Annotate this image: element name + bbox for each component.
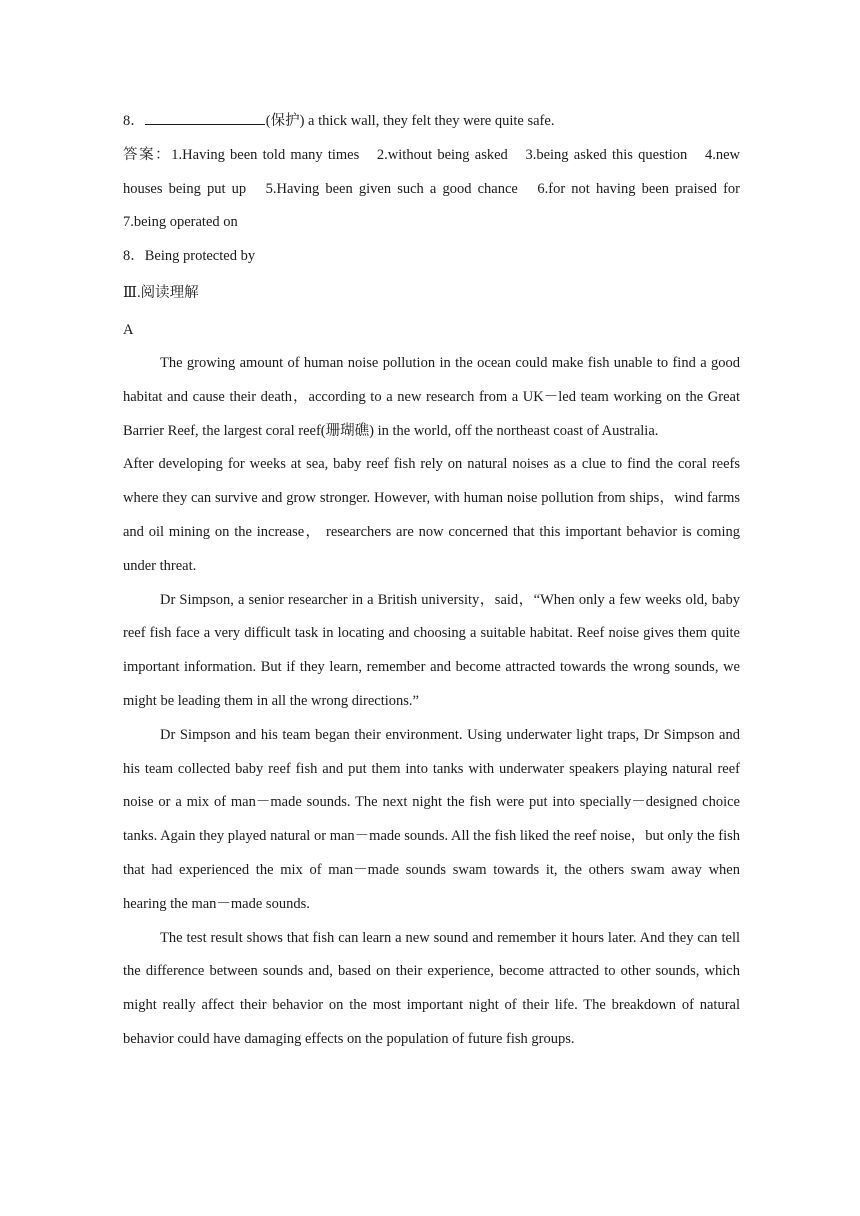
passage-paragraph-5: The test result shows that fish can learn a new sound and remember it hours later. And they can tell the difference between sounds and, based on their experience, become attracted to other sounds, which might really affect their behavior on the most important night of their life. The breakdown of natural behavior could have damaging effects on the population of future fish groups. bbox=[123, 929, 740, 1047]
answers-line-4: 8．Being protected by bbox=[123, 248, 256, 265]
passage-paragraph-4: Dr Simpson and his team began their environment. Using underwater light traps, Dr Simpson and his team collected baby reef fish and put them into tanks with underwater speakers playing natural reef noise or a mix of man－made sounds. The next night the fish were put into specially－designed choice tanks. Again they played natural or man－made sounds. All the fish liked the reef noise，but only the fish that had experienced the mix of man－made sounds swam towards it, the others swam away when hearing the man－made sounds. bbox=[123, 726, 740, 912]
exercise-question-8 bbox=[123, 105, 740, 139]
answers-line-2: houses being put up 5.Having been given such a good chance 6.for not having been praised for bbox=[123, 180, 740, 197]
question-number: 8． bbox=[123, 113, 145, 129]
answers-label: 答案： bbox=[123, 146, 172, 163]
document-page bbox=[123, 105, 740, 1057]
passage-paragraph-3: Dr Simpson, a senior researcher in a British university，said，“When only a few weeks old, baby reef fish face a very difficult task in locating and choosing a suitable habitat. Reef noise gives them quite important information. But if they learn, remember and become attracted towards the wrong sounds, we might be leading them in all the wrong directions.” bbox=[123, 591, 740, 709]
part-label: A bbox=[123, 321, 134, 338]
section-title: Ⅲ.阅读理解 bbox=[123, 284, 199, 301]
answer-blank bbox=[145, 112, 265, 125]
answers-line-1 bbox=[123, 139, 740, 173]
question-hint: (保护) bbox=[265, 113, 305, 129]
answers-text-1: 1.Having been told many times 2.without being asked 3.being asked this question 4.new bbox=[171, 146, 740, 163]
answers-line-3: 7.being operated on bbox=[123, 214, 238, 231]
passage-paragraph-1: The growing amount of human noise pollution in the ocean could make fish unable to find a good habitat and cause their death，according to a new research from a UK－led team working on the Great Barrier Reef, the largest coral reef(珊瑚礁) in the world, off the northeast coast of Australia. bbox=[123, 354, 740, 439]
question-text: a thick wall, they felt they were quite safe. bbox=[304, 113, 555, 129]
passage-paragraph-2: After developing for weeks at sea, baby reef fish rely on natural noises as a clue to find the coral reefs where they can survive and grow stronger. However, with human noise pollution from ships，wind farms and oil mining on the increase， researchers are now concerned that this important behavior is coming under threat. bbox=[123, 456, 740, 574]
